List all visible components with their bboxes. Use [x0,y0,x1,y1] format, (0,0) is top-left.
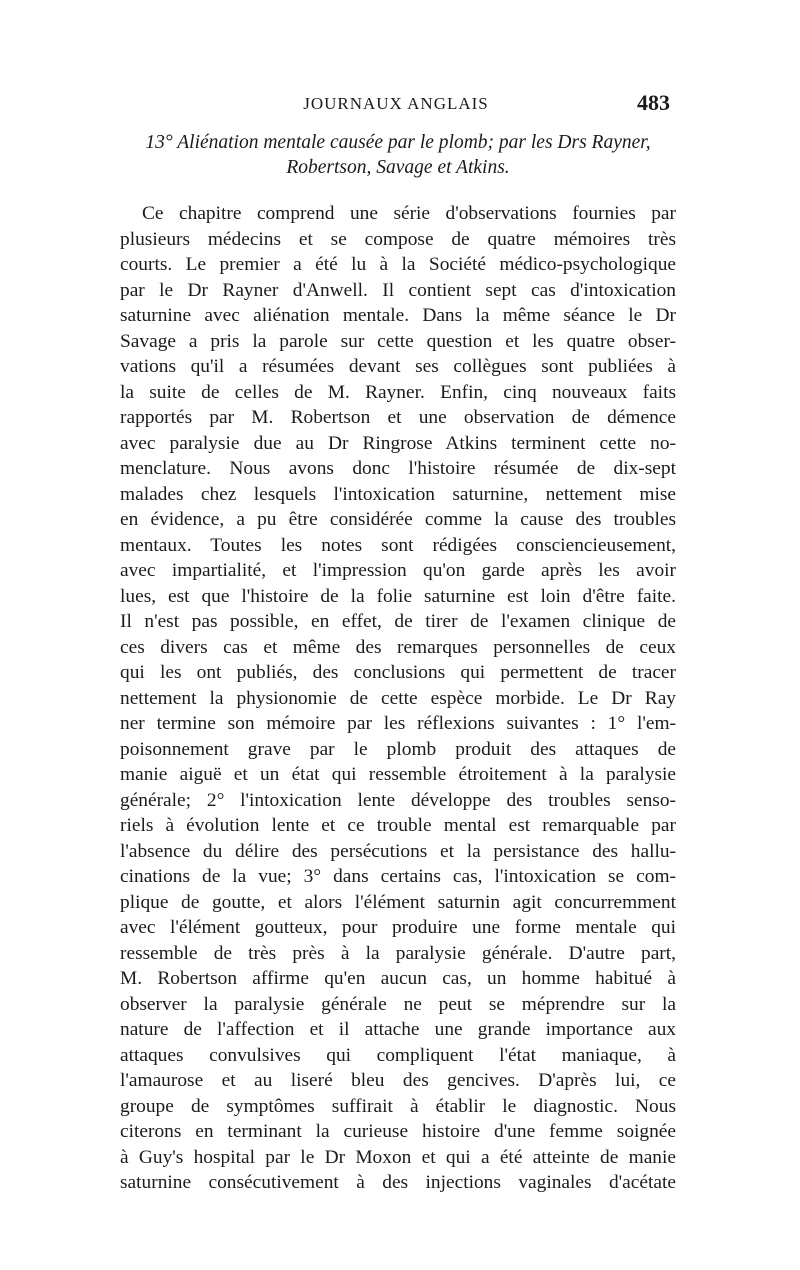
text-line: nettement la physionomie de cette espèce morbide. Le Dr Ray [120,687,676,709]
text-line: M. Robertson affirme qu'en aucun cas, un homme habitué à [120,968,676,989]
text-line: saturnine consécutivement à des injections vaginales d'acétate [120,1172,676,1193]
text-line: riels à évolution lente et ce trouble mental est remarquable par [120,815,676,836]
text-line: courts. Le premier a été lu à la Société médico-psychologique [120,254,676,275]
text-line: l'absence du délire des persécutions et la persistance des hallu- [120,840,676,862]
text-line: la suite de celles de M. Rayner. Enfin, cinq nouveaux faits [120,381,676,403]
text-line: en évidence, a pu être considérée comme la cause des troubles [120,509,676,530]
text-line: par le Dr Rayner d'Anwell. Il contient sept cas d'intoxication [120,279,676,301]
text-line: ressemble de très près à la paralysie générale. D'autre part, [120,942,676,964]
text-line: avec impartialité, et l'impression qu'on garde après les avoir [120,560,676,581]
text-line: avec l'élément goutteux, pour produire une forme mentale qui [120,917,676,938]
text-line: poisonnement grave par le plomb produit des attaques de [120,738,676,760]
section-title-line-1: 13° Aliénation mentale causée par le plomb; par les Drs Rayner, [145,132,651,153]
section-title-line-2: Robertson, Savage et Atkins. [286,157,510,178]
text-line: malades chez lesquels l'intoxication saturnine, nettement mise [120,483,676,505]
text-line: qui les ont publiés, des conclusions qui permettent de tracer [120,662,676,683]
running-head [122,90,670,120]
text-line: l'amaurose et au liseré bleu des gencives. D'après lui, ce [120,1070,676,1091]
text-line: ner termine son mémoire par les réflexions suivantes : 1° l'em- [120,713,676,734]
text-line: plusieurs médecins et se compose de quatre mémoires très [120,228,676,250]
text-line: Savage a pris la parole sur cette question et les quatre obser- [120,330,676,352]
text-line: plique de goutte, et alors l'élément saturnin agit concurremment [120,891,676,913]
page-number: 483 [637,90,670,115]
text-line: Ce chapitre comprend une série d'observations fournies par [142,203,676,224]
text-line: mentaux. Toutes les notes sont rédigées consciencieusement, [120,534,676,556]
text-line: saturnine avec aliénation mentale. Dans la même séance le Dr [120,305,676,326]
text-line: groupe de symptômes suffirait à établir le diagnostic. Nous [120,1095,676,1117]
text-line: vations qu'il a résumées devant ses collègues sont publiées à [120,356,676,377]
text-line: à Guy's hospital par le Dr Moxon et qui a été atteinte de manie [120,1146,676,1168]
text-line: observer la paralysie générale ne peut se méprendre sur la [120,993,676,1015]
text-line: lues, est que l'histoire de la folie saturnine est loin d'être faite. [120,585,676,607]
text-line: générale; 2° l'intoxication lente développe des troubles senso- [120,789,676,811]
section-title [118,130,678,180]
text-line: cinations de la vue; 3° dans certains cas, l'intoxication se com- [120,866,676,887]
text-line: Il n'est pas possible, en effet, de tirer de l'examen clinique de [120,611,676,632]
text-line: manie aiguë et un état qui ressemble étroitement à la paralysie [120,764,676,785]
text-line: citerons en terminant la curieuse histoire d'une femme soignée [120,1121,676,1142]
text-line: ces divers cas et même des remarques personnelles de ceux [120,636,676,658]
text-line: avec paralysie due au Dr Ringrose Atkins terminent cette no- [120,432,676,454]
text-line: attaques convulsives qui compliquent l'état maniaque, à [120,1044,676,1066]
text-line: nature de l'affection et il attache une grande importance aux [120,1019,676,1040]
body-text [120,201,676,1196]
text-line: rapportés par M. Robertson et une observation de démence [120,407,676,428]
text-line: menclature. Nous avons donc l'histoire résumée de dix-sept [120,458,676,479]
running-head-title: JOURNAUX ANGLAIS [303,94,489,113]
